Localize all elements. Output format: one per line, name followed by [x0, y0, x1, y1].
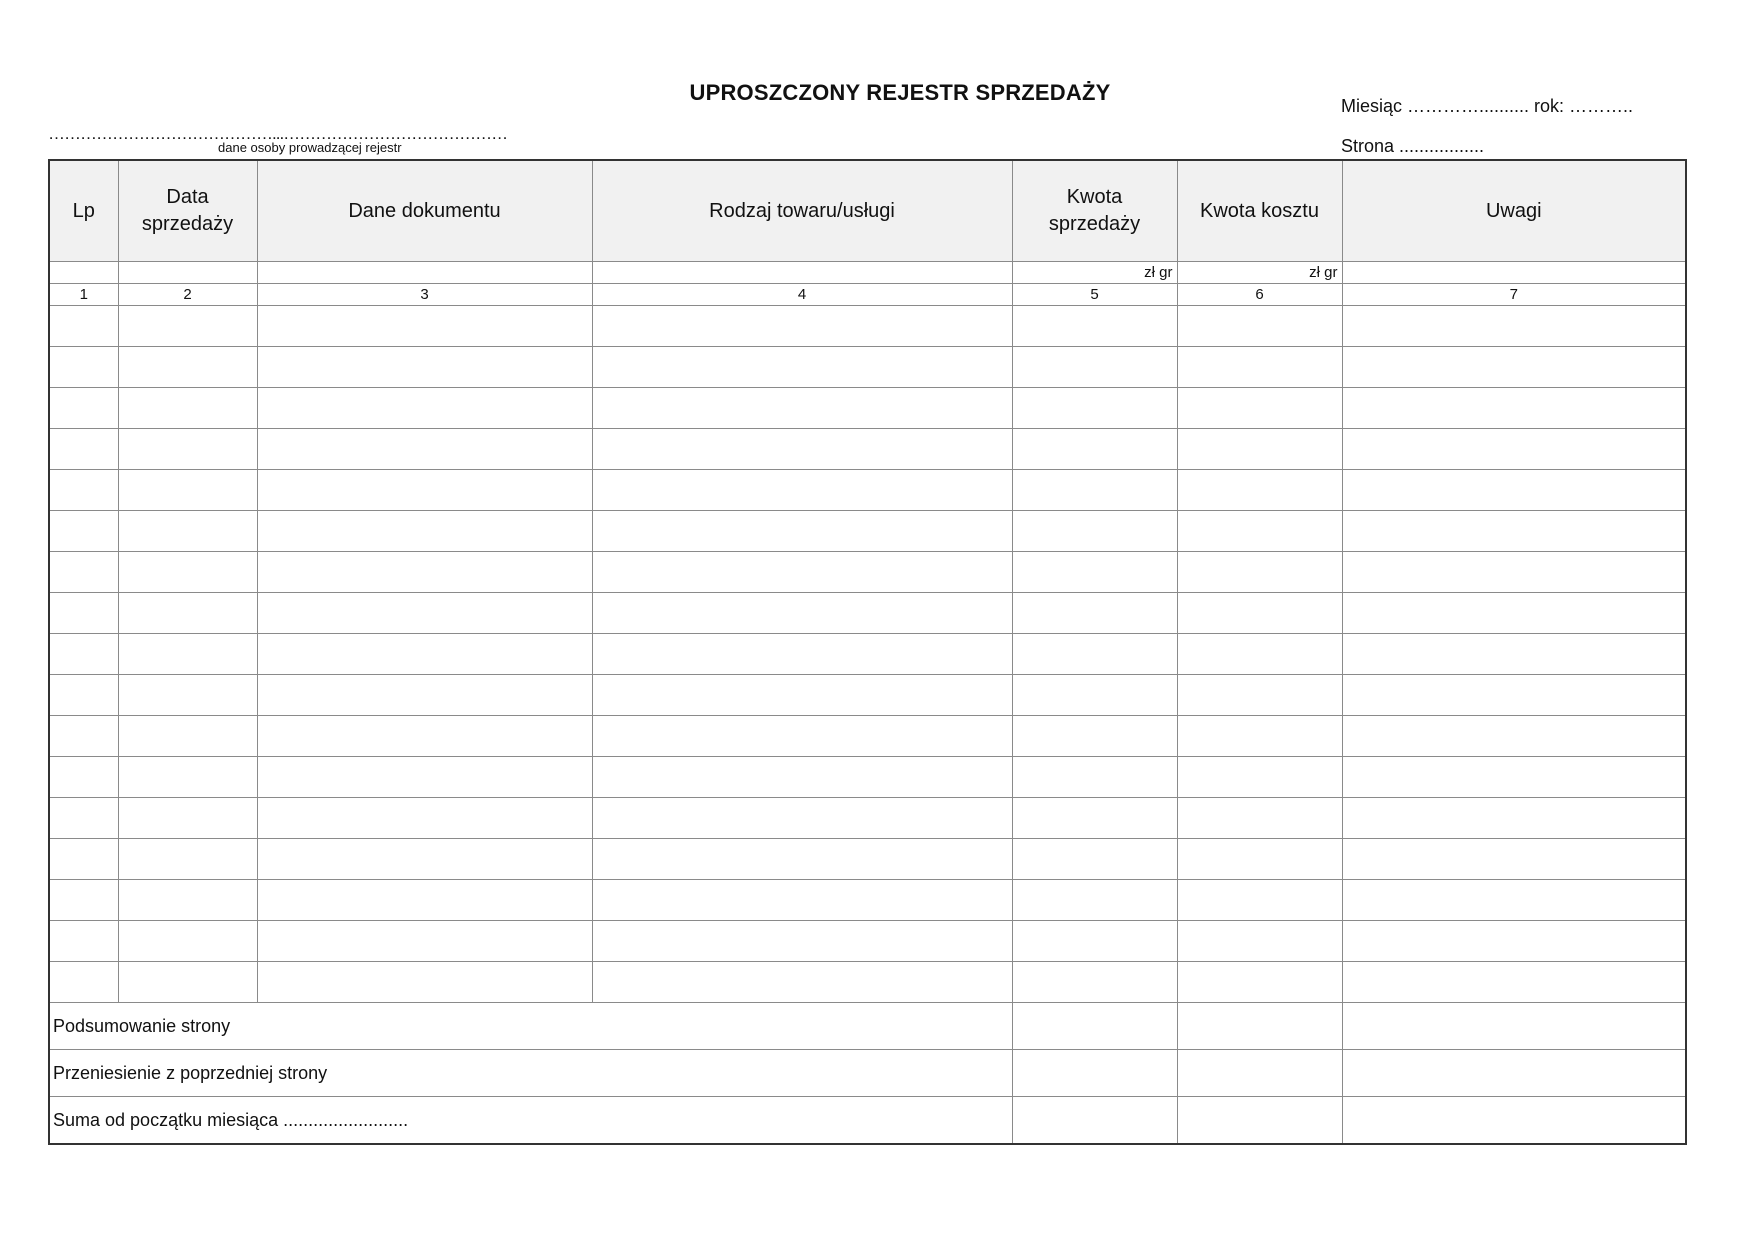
entry-cell[interactable] [118, 470, 257, 511]
entry-cell[interactable] [592, 757, 1012, 798]
entry-row [49, 798, 1686, 839]
entry-cell[interactable] [592, 429, 1012, 470]
summary-cell-cost[interactable] [1177, 1003, 1342, 1050]
summary-cell-notes[interactable] [1342, 1050, 1686, 1097]
entry-cell[interactable] [257, 511, 592, 552]
entry-cell[interactable] [118, 798, 257, 839]
entry-cell[interactable] [1177, 798, 1342, 839]
entry-row [49, 962, 1686, 1003]
entry-cell[interactable] [1177, 593, 1342, 634]
summary-cell-sale[interactable] [1012, 1003, 1177, 1050]
column-number: 7 [1342, 284, 1686, 306]
column-number: 5 [1012, 284, 1177, 306]
entry-cell[interactable] [118, 880, 257, 921]
col-header-sale-amount [1012, 160, 1177, 262]
entry-cell[interactable] [592, 593, 1012, 634]
entry-row [49, 880, 1686, 921]
entry-cell[interactable] [257, 593, 592, 634]
col-header-sale-date [118, 160, 257, 262]
entry-cell[interactable] [1342, 593, 1686, 634]
registrant-data-line: ……………………………………...…………………………………… [48, 124, 508, 143]
summary-row-month-total [49, 1097, 1686, 1145]
entry-cell[interactable] [592, 306, 1012, 347]
unit-cell [49, 262, 118, 284]
unit-cell [257, 262, 592, 284]
summary-cell-sale[interactable] [1012, 1050, 1177, 1097]
entry-cell[interactable] [1342, 798, 1686, 839]
entry-cell[interactable] [1012, 552, 1177, 593]
document-title: UPROSZCZONY REJESTR SPRZEDAŻY [689, 80, 1111, 105]
entry-cell[interactable] [257, 962, 592, 1003]
entry-cell[interactable] [49, 593, 118, 634]
entry-cell[interactable] [49, 511, 118, 552]
entry-cell[interactable] [1342, 511, 1686, 552]
entry-cell[interactable] [1012, 921, 1177, 962]
entry-cell[interactable] [1342, 552, 1686, 593]
register-table [48, 159, 1687, 1145]
col-header-label: Lp [72, 199, 95, 222]
entry-cell[interactable] [1177, 962, 1342, 1003]
entry-row [49, 511, 1686, 552]
column-number: 1 [49, 284, 118, 306]
entry-cell[interactable] [1012, 347, 1177, 388]
month-year-field: Miesiąc ………….......... rok: ……….. [1341, 96, 1634, 116]
entry-cell[interactable] [257, 347, 592, 388]
entry-cell[interactable] [118, 675, 257, 716]
entry-cell[interactable] [49, 716, 118, 757]
entry-cell[interactable] [118, 839, 257, 880]
entry-cell[interactable] [257, 306, 592, 347]
entry-cell[interactable] [49, 347, 118, 388]
column-number: 4 [592, 284, 1012, 306]
entry-cell[interactable] [1342, 839, 1686, 880]
entry-row [49, 839, 1686, 880]
entry-cell[interactable] [1012, 839, 1177, 880]
entry-cell[interactable] [49, 429, 118, 470]
entry-cell[interactable] [592, 962, 1012, 1003]
entry-cell[interactable] [592, 839, 1012, 880]
col-header-label: Kwota [1066, 186, 1123, 208]
unit-cell-cost: zł gr [1177, 262, 1342, 284]
entry-cell[interactable] [1012, 675, 1177, 716]
entry-cell[interactable] [118, 593, 257, 634]
entry-cell[interactable] [49, 839, 118, 880]
entry-cell[interactable] [118, 347, 257, 388]
entry-row [49, 470, 1686, 511]
entry-cell[interactable] [1342, 388, 1686, 429]
entry-row [49, 552, 1686, 593]
entry-cell[interactable] [49, 470, 118, 511]
entry-cell[interactable] [1177, 470, 1342, 511]
col-header-label-line2: sprzedaży [141, 213, 234, 235]
entry-cell[interactable] [1012, 880, 1177, 921]
entry-cell[interactable] [592, 880, 1012, 921]
entry-row [49, 306, 1686, 347]
entry-row [49, 388, 1686, 429]
entry-cell[interactable] [1342, 429, 1686, 470]
entry-cell[interactable] [1342, 880, 1686, 921]
unit-cell [118, 262, 257, 284]
entry-cell[interactable] [257, 716, 592, 757]
entry-cell[interactable] [118, 634, 257, 675]
entry-row [49, 716, 1686, 757]
entry-cell[interactable] [49, 962, 118, 1003]
col-header-label: Uwagi [1485, 199, 1542, 222]
entry-cell[interactable] [118, 921, 257, 962]
entry-cell[interactable] [1342, 347, 1686, 388]
entry-cell[interactable] [592, 470, 1012, 511]
entry-cell[interactable] [1342, 675, 1686, 716]
entry-cell[interactable] [118, 962, 257, 1003]
entry-row [49, 675, 1686, 716]
entry-cell[interactable] [1177, 921, 1342, 962]
entry-cell[interactable] [592, 798, 1012, 839]
entry-row [49, 593, 1686, 634]
col-header-label: Dane dokumentu [348, 199, 501, 222]
entry-cell[interactable] [1012, 470, 1177, 511]
entry-cell[interactable] [257, 798, 592, 839]
entry-cell[interactable] [118, 306, 257, 347]
summary-label: Podsumowanie strony [49, 1003, 1012, 1050]
entry-cell[interactable] [1342, 470, 1686, 511]
entry-cell[interactable] [49, 306, 118, 347]
entry-cell[interactable] [49, 552, 118, 593]
entry-cell[interactable] [1342, 962, 1686, 1003]
entry-cell[interactable] [592, 347, 1012, 388]
entry-cell[interactable] [592, 388, 1012, 429]
entry-cell[interactable] [1012, 306, 1177, 347]
entry-cell[interactable] [592, 716, 1012, 757]
col-header-label: Rodzaj towaru/usługi [709, 199, 895, 222]
col-header-lp [49, 160, 118, 262]
entry-cell[interactable] [592, 552, 1012, 593]
entry-cell[interactable] [118, 757, 257, 798]
entry-cell[interactable] [49, 757, 118, 798]
entry-cell[interactable] [1012, 962, 1177, 1003]
entry-cell[interactable] [1177, 716, 1342, 757]
entry-cell[interactable] [1177, 839, 1342, 880]
entry-cell[interactable] [49, 634, 118, 675]
entry-cell[interactable] [1342, 716, 1686, 757]
entry-cell[interactable] [1177, 306, 1342, 347]
entry-cell[interactable] [1177, 511, 1342, 552]
entry-cell[interactable] [49, 388, 118, 429]
entry-cell[interactable] [592, 921, 1012, 962]
entry-cell[interactable] [1012, 593, 1177, 634]
header-row [49, 160, 1686, 262]
entry-cell[interactable] [1012, 798, 1177, 839]
entry-cell[interactable] [118, 388, 257, 429]
entry-cell[interactable] [49, 675, 118, 716]
summary-label: Przeniesienie z poprzedniej strony [49, 1050, 1012, 1097]
column-number: 6 [1177, 284, 1342, 306]
entry-cell[interactable] [1177, 675, 1342, 716]
entry-cell[interactable] [1342, 757, 1686, 798]
entry-cell[interactable] [257, 921, 592, 962]
entry-cell[interactable] [1012, 716, 1177, 757]
col-header-label: Kwota kosztu [1200, 199, 1319, 222]
unit-cell [592, 262, 1012, 284]
entry-cell[interactable] [49, 921, 118, 962]
entry-cell[interactable] [1342, 306, 1686, 347]
col-header-label-line2: sprzedaży [1048, 213, 1141, 235]
column-number: 2 [118, 284, 257, 306]
entry-cell[interactable] [1342, 921, 1686, 962]
col-header-label: Data [166, 186, 209, 208]
unit-cell-sale: zł gr [1012, 262, 1177, 284]
summary-cell-notes[interactable] [1342, 1003, 1686, 1050]
entry-cell[interactable] [1177, 388, 1342, 429]
unit-cell [1342, 262, 1686, 284]
entry-cell[interactable] [118, 716, 257, 757]
entry-cell[interactable] [118, 429, 257, 470]
summary-cell-sale[interactable] [1012, 1097, 1177, 1145]
entry-cell[interactable] [1177, 757, 1342, 798]
entry-row [49, 634, 1686, 675]
entry-cell[interactable] [592, 675, 1012, 716]
summary-cell-notes[interactable] [1342, 1097, 1686, 1145]
entry-cell[interactable] [1012, 511, 1177, 552]
entry-cell[interactable] [118, 552, 257, 593]
entry-cell[interactable] [1012, 757, 1177, 798]
entry-row [49, 921, 1686, 962]
entry-cell[interactable] [257, 757, 592, 798]
entry-cell[interactable] [592, 634, 1012, 675]
entry-row [49, 429, 1686, 470]
entry-cell[interactable] [592, 511, 1012, 552]
entry-cell[interactable] [1012, 634, 1177, 675]
summary-row-page-total [49, 1003, 1686, 1050]
col-header-document-data [257, 160, 592, 262]
entry-cell[interactable] [257, 388, 592, 429]
entry-cell[interactable] [257, 839, 592, 880]
entry-cell[interactable] [257, 552, 592, 593]
summary-cell-cost[interactable] [1177, 1050, 1342, 1097]
entry-cell[interactable] [1177, 347, 1342, 388]
entry-cell[interactable] [257, 429, 592, 470]
registrant-data-caption: dane osoby prowadzącej rejestr [218, 140, 402, 155]
entry-cell[interactable] [257, 470, 592, 511]
entry-cell[interactable] [49, 880, 118, 921]
entry-cell[interactable] [118, 511, 257, 552]
entry-cell[interactable] [257, 880, 592, 921]
entry-cell[interactable] [1012, 429, 1177, 470]
unit-row [49, 262, 1686, 284]
entry-cell[interactable] [257, 675, 592, 716]
entry-cell[interactable] [1177, 429, 1342, 470]
summary-label: Suma od początku miesiąca ......................... [49, 1097, 1012, 1145]
entry-cell[interactable] [1177, 552, 1342, 593]
entry-row [49, 347, 1686, 388]
entry-cell[interactable] [1177, 634, 1342, 675]
col-header-goods-service-type [592, 160, 1012, 262]
entry-cell[interactable] [1012, 388, 1177, 429]
entry-cell[interactable] [49, 798, 118, 839]
entry-row [49, 757, 1686, 798]
entry-cell[interactable] [1177, 880, 1342, 921]
entry-cell[interactable] [257, 634, 592, 675]
column-number: 3 [257, 284, 592, 306]
entry-cell[interactable] [1342, 634, 1686, 675]
page-number-field: Strona ................. [1341, 136, 1485, 156]
col-header-cost-amount [1177, 160, 1342, 262]
summary-cell-cost[interactable] [1177, 1097, 1342, 1145]
summary-row-carried-over [49, 1050, 1686, 1097]
col-header-notes [1342, 160, 1686, 262]
column-number-row [49, 284, 1686, 306]
